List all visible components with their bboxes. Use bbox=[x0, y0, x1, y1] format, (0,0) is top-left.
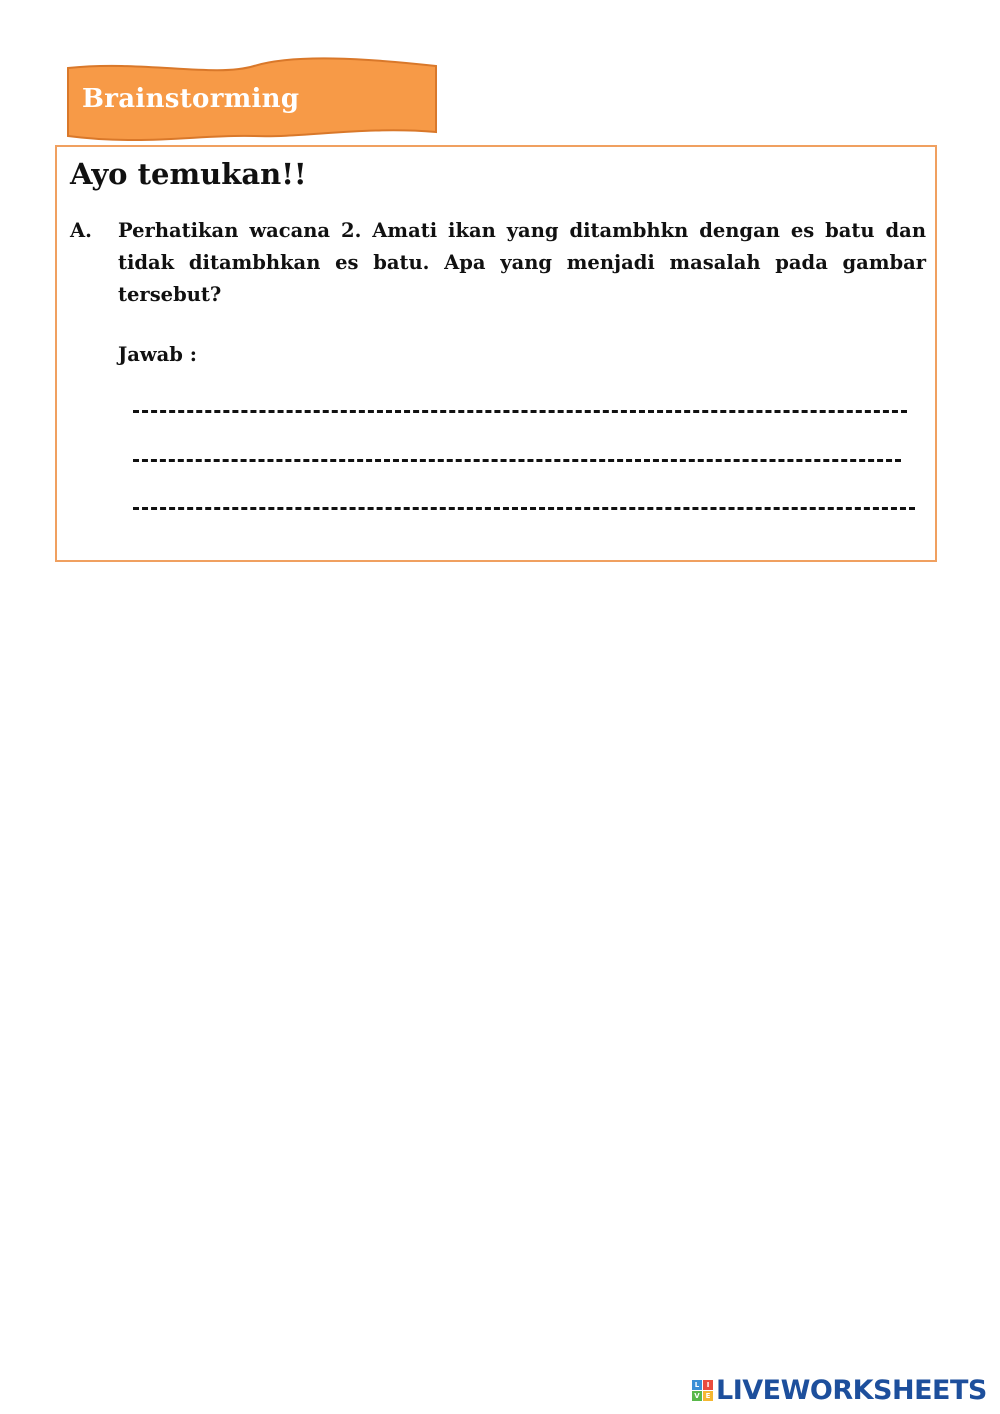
answer-line[interactable] bbox=[133, 410, 907, 413]
logo-icon-letter: I bbox=[703, 1380, 713, 1390]
banner-title: Brainstorming bbox=[82, 84, 300, 114]
liveworksheets-logo bbox=[692, 1374, 987, 1406]
question-text: Perhatikan wacana 2. Amati ikan yang ditambhkn dengan es batu dan tidak ditambhkan es batu. Apa yang menjadi masalah pada gambar tersebut? bbox=[118, 219, 926, 306]
answer-line[interactable] bbox=[133, 507, 915, 510]
question-panel bbox=[55, 145, 937, 562]
answer-line[interactable] bbox=[133, 459, 901, 462]
logo-text: LIVEWORKSHEETS bbox=[716, 1374, 987, 1406]
logo-icon-letter: V bbox=[692, 1391, 702, 1401]
logo-icon-letter: L bbox=[692, 1380, 702, 1390]
section-banner bbox=[64, 56, 440, 144]
question-marker: A. bbox=[70, 219, 92, 242]
panel-title: Ayo temukan!! bbox=[70, 157, 307, 191]
answer-label: Jawab : bbox=[118, 343, 197, 366]
liveworksheets-logo-icon bbox=[692, 1380, 713, 1401]
logo-icon-letter: E bbox=[703, 1391, 713, 1401]
